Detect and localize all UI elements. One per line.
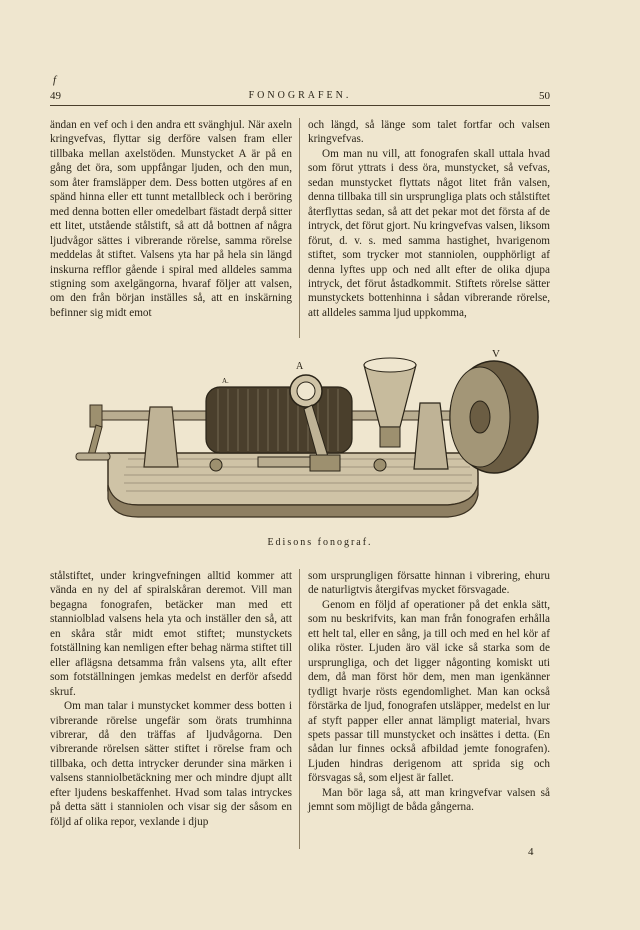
- paragraph: Man bör laga så, att man kringvefvar valsen så jemnt som möjligt de båda gångerna.: [308, 786, 550, 814]
- label-v: V: [492, 348, 500, 360]
- running-header: [50, 86, 550, 102]
- column-divider-top: [299, 118, 300, 338]
- column-bottom-left: [50, 569, 292, 829]
- figure-caption: Edisons fonograf.: [267, 537, 373, 548]
- page-number-left: 49: [50, 90, 61, 102]
- pencil-mark: f: [53, 74, 57, 86]
- paragraph: Om man nu vill, att fonografen skall uttala hvad som förut yttrats i dess öra, munstycket, så vefvas, sedan munstycket flyttats något litet från valsen, denna tillbaka till sin ursprungliga plats och stålstiftet återflyttas sedan, så att det pekar mot det första af de intryck, det förut gjort. Nu kringvefvas valsen, liksom förut, d. v. s. med samma hastighet, hvarigenom stiftet, som trycker mot stanniolen, oupphörligt af denna lyftes upp och ned allt efter de olika djupa intryck, det förut åstadkommit. Stiftets rörelse sätter munstyckets bottenhinna i sådan vibrerande rörelse, att alldeles samma ljud uppkomma,: [308, 147, 550, 319]
- column-divider-bottom: [299, 569, 300, 849]
- paragraph: och längd, så länge som talet fortfar och valsen kringvefvas.: [308, 119, 550, 146]
- phonograph-engraving: [68, 345, 548, 540]
- label-dot: A.: [222, 377, 229, 385]
- column-bottom-right: [308, 569, 550, 815]
- running-title: FONOGRAFEN.: [248, 90, 352, 101]
- paragraph: ändan en vef och i den andra ett svänghjul. När axeln kringvefvas, flyttar sig derföre valsen fram eller tillbaka mellan axelstöden. Munstycket A är på en gång det öra, som uppfångar ljuden, och den mun, som åter framsläpper dem. Dess botten utgöres af en spänd hinna eller ett tunnt metallbleck och i beröring med denna botten eller omedelbart fästadt derpå sitter ett litet, utstående stålstift, så att då bottnen af några ljudvågor sättes i vibrerande rörelse, samma rörelse meddelas åt stiftet. Valsens yta har på hela sin längd inskurna refflor gående i spiral med alldeles samma stigning som axelgängorna, hvaraf följer att valsen, om den från början inställes så, att en inskärning befinner sig midt emot: [50, 119, 292, 319]
- column-top-right: [308, 118, 550, 320]
- column-top-left: [50, 118, 292, 320]
- page-number-right: 50: [539, 90, 550, 102]
- paragraph: Om man talar i munstycket kommer dess botten i vibrerande rörelse ungefär som örats trumhinna vibrerar, då den träffas af ljudvågorna. Den vibrerande rörelsen sätter stiftet i rörelse fram och tillbaka, och detta intrycker derunder sina märken i valsens stanniolbetäckning mer och mindre djupt allt efter ljudens beskaffenhet. Hvad som talas intryckes på detta sätt i stanniolen och visar sig der såsom en följd af olika repor, vexlande i djup: [50, 700, 292, 828]
- paragraph: stålstiftet, under kringvefningen alltid kommer att vända en ny del af spiralskåran deremot. Vill man begagna fonografen, betäcker man med ett stanniolblad valsens hela yta och inställer den så, att en skåra står midt emot stiftet; munstyckets fotställning kan nemligen efter behag närma stiftet till eller aflägsna detsamma från valsens yta, allt efter som fotställningen jemkas medelst en derför afsedd skruf.: [50, 570, 292, 698]
- phonograph-illustration: [68, 345, 548, 540]
- header-rule: [50, 105, 550, 106]
- signature-mark: 4: [528, 846, 534, 858]
- paragraph: som ursprungligen försatte hinnan i vibrering, ehuru de naturligtvis återgifvas mycket försvagade.: [308, 570, 550, 597]
- paragraph: Genom en följd af operationer på det enkla sätt, som nu beskrifvits, kan man från fonografen erhålla ett helt tal, eller en sång, ja till och med en hel kör af olika röster. Ljuden äro väl icke så starka som de ursprungliga, och det ligger någonting komiskt uti dem, då man först hör dem, men man igenkänner tydligt hvarje rösts egendomlighet. Man kan också förstärka de ljud, fonografen utsläpper, medelst en lur af styft papper eller annat lämpligt material, hvars spets passar till munstycket och insättes i detta. (En sådan lur finnes också afbildad jemte fonografen). Ljuden hindras derigenom att sprida sig och försvagas så, som eljest är fallet.: [308, 598, 550, 785]
- label-a: A: [296, 361, 304, 372]
